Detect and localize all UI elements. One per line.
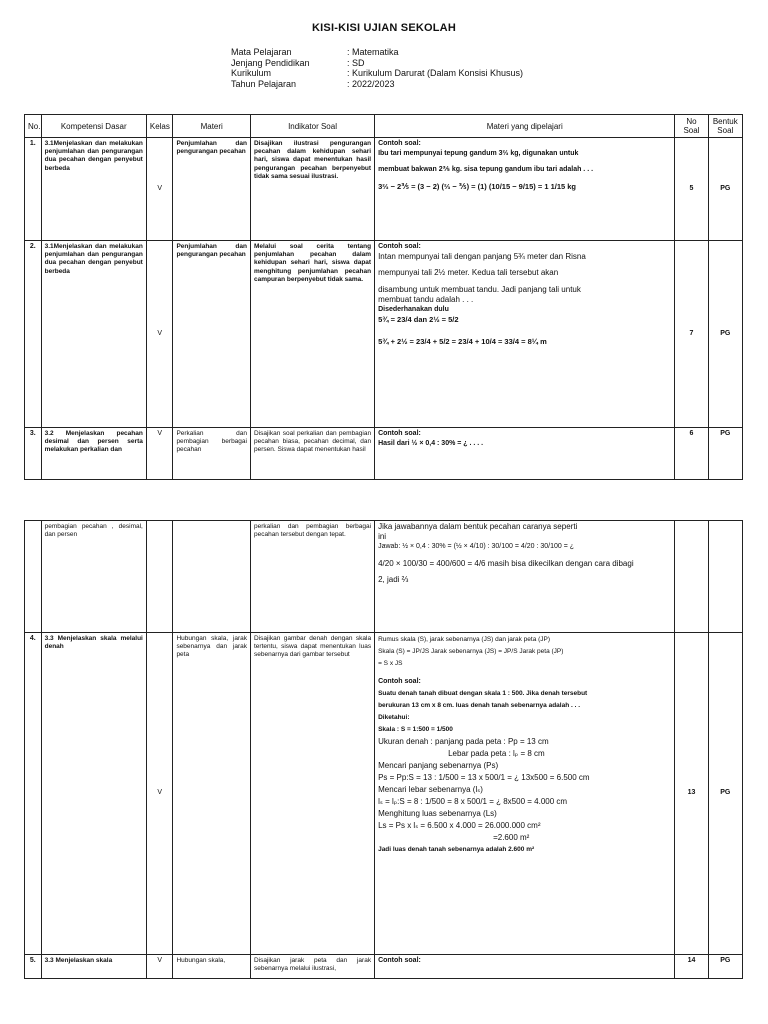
table-row [25,241,743,428]
kompetensi-dasar: pembagian pecahan , desimal, dan persen [41,521,146,633]
meta-key: Jenjang Pendidikan [231,57,310,68]
bentuk-soal: PG [708,633,742,955]
material-line: Jadi luas denah tanah sebenarnya adalah 2.600 m² [378,846,535,853]
bentuk-soal: PG [708,138,742,241]
header-materi: Materi [173,115,251,138]
material-line: Skala : S = 1:500 = 1/500 [378,726,453,733]
material-line: membuat bakwan 2⅗ kg. sisa tepung gandum ibu tari adalah . . . [378,166,594,174]
header-no-soal: No Soal [675,115,708,138]
indikator-soal: Disajikan gambar denah dengan skala tertentu, siswa dapat menentukan luas sebenarnya dari gambar tersebut [250,633,374,955]
material-line: Mencari lebar sebenarnya (lₛ) [378,785,483,794]
material-line: 4/20 × 100/30 = 400/600 = 4/6 masih bisa dikecilkan dengan cara dibagi [378,558,634,568]
kelas: V [146,241,173,428]
material-line: Disederhanakan dulu [378,306,449,314]
kompetensi-dasar: 3.3 Menjelaskan skala melalui denah [41,633,146,955]
material-line: Hasil dari ½ × 0,4 : 30% = ¿ . . . . [378,440,484,448]
meta-subject [231,47,523,58]
indikator-soal: Melalui soal cerita tentang penjumlahan pecahan dalam kehidupan sehari hari, siswa dapat menghitung penjumlahan pecahan campuran berpenyebut tidak sama. [250,241,374,428]
row-number [25,521,42,633]
kompetensi-dasar: 3.3 Menjelaskan skala [41,955,146,979]
material-line: Ukuran denah : panjang pada peta : Pp = 13 cm [378,737,549,746]
meta-year [231,79,523,90]
kompetensi-dasar: 3.2 Menjelaskan pecahan desimal dan persen serta melakukan perkalian dan [41,428,146,480]
material-line: Mencari panjang sebenarnya (Ps) [378,761,499,770]
header-kelas: Kelas [146,115,173,138]
material-line: Menghitung luas sebenarnya (Ls) [378,809,497,818]
table-row [25,633,743,955]
kelas: V [146,428,173,480]
material-line: membuat tandu adalah . . . [378,294,474,304]
bentuk-soal: PG [708,428,742,480]
material-line: Jawab: ½ × 0,4 : 30% = (½ × 4/10) : 30/100 = 4/20 : 30/100 = ¿ [378,543,575,551]
example-label: Contoh soal: [378,140,421,147]
no-soal: 14 [675,955,708,979]
material-line: Rumus skala (S), jarak sebenarnya (JS) dan jarak peta (JP) [378,636,551,643]
table-row [25,955,743,979]
material-line: =2.600 m² [493,833,530,842]
meta-value: : Matematika [347,47,399,57]
table-row [25,428,743,480]
example-label: Contoh soal: [378,678,421,685]
material-line: Lebar pada peta : lₚ = 8 cm [448,749,545,758]
material-line: 2, jadi ⅔ [378,574,409,584]
page-title: KISI-KISI UJIAN SEKOLAH [312,22,456,34]
meta-value: : Kurikulum Darurat (Dalam Konsisi Khusus) [347,68,524,78]
kelas: V [146,138,173,241]
no-soal [675,521,708,633]
material-line: Skala (S) = JP/JS Jarak sebenarnya (JS) = JP/S Jarak peta (JP) [378,648,564,655]
indikator-soal: Disajikan ilustrasi pengurangan pecahan dalam kehidupan sehari hari, siswa dapat menentukan hasil pengurangan pecahan berpenyebut tidak sama sesuai ilustrasi. [250,138,374,241]
materi-dipelajari [375,955,675,979]
table-row [25,521,743,633]
meta-level [231,58,523,69]
no-soal: 13 [675,633,708,955]
material-line: Diketahui: [378,714,410,721]
materi: Hubungan skala, [173,955,251,979]
meta-curriculum [231,68,523,79]
kompetensi-dasar: 3.1Menjelaskan dan melakukan penjumlahan dan pengurangan dua pecahan dengan penyebut berbeda [41,138,146,241]
example-label: Contoh soal: [378,243,421,250]
row-number: 3. [25,428,42,480]
header-bentuk-soal: Bentuk Soal [708,115,742,138]
header-row [25,115,743,138]
materi: Penjumlahan dan pengurangan pecahan [173,138,251,241]
materi-dipelajari [375,633,675,955]
grid-table-page-2 [24,520,743,979]
material-line: Intan mempunyai tali dengan panjang 5¾ meter dan Risna [378,252,586,262]
bentuk-soal: PG [708,955,742,979]
meta-key: Kurikulum [231,68,272,78]
material-line: Jika jawabannya dalam bentuk pecahan caranya seperti [378,522,578,531]
materi: Perkalian dan pembagian berbagai pecahan [173,428,251,480]
header-kompetensi-dasar: Kompetensi Dasar [41,115,146,138]
row-number: 1. [25,138,42,241]
material-line: berukuran 13 cm x 8 cm. luas denah tanah sebenarnya adalah . . . [378,702,581,709]
material-line: mempunyai tali 2½ meter. Kedua tali tersebut akan [378,268,559,278]
row-number: 5. [25,955,42,979]
materi-dipelajari [375,241,675,428]
material-line: 5¾ + 2½ = 23/4 + 5/2 = 23/4 + 10/4 = 33/4 = 8¼ m [378,337,547,347]
material-line: 3⅔ − 2⅗ = (3 − 2) (⅔ − ⅗) = (1) (10/15 − 9/15) = 1 1/15 kg [378,181,577,191]
material-line: = S x JS [378,660,403,667]
table-row [25,138,743,241]
meta-key: Mata Pelajaran [231,47,292,57]
kelas: V [146,633,173,955]
bentuk-soal: PG [708,241,742,428]
no-soal: 7 [675,241,708,428]
materi: Hubungan skala, jarak sebenarnya dan jarak peta [173,633,251,955]
material-line: Ls = Ps x lₛ = 6.500 x 4.000 = 26.000.000 cm² [378,821,541,830]
header-indikator-soal: Indikator Soal [250,115,374,138]
meta-value: : SD [347,57,365,68]
indikator-soal: perkalian dan pembagian berbagai pecahan tersebut dengan tepat. [250,521,374,633]
grid-table-page-1 [24,114,743,480]
row-number: 4. [25,633,42,955]
material-line: Suatu denah tanah dibuat dengan skala 1 : 500. Jika denah tersebut [378,690,588,697]
example-label: Contoh soal: [378,430,421,437]
material-line: ini [378,532,387,542]
materi [173,521,251,633]
materi: Penjumlahan dan pengurangan pecahan [173,241,251,428]
kelas: V [146,955,173,979]
materi-dipelajari [375,521,675,633]
materi-dipelajari [375,428,675,480]
materi-dipelajari [375,138,675,241]
material-line: Ibu tari mempunyai tepung gandum 3⅔ kg, digunakan untuk [378,150,579,158]
material-line: lₛ = lₚ:S = 8 : 1/500 = 8 x 500/1 = ¿ 8x500 = 4.000 cm [378,797,568,806]
meta-value: : 2022/2023 [347,78,395,89]
indikator-soal: Disajikan jarak peta dan jarak sebenarnya melalui ilustrasi, [250,955,374,979]
no-soal: 5 [675,138,708,241]
kelas [146,521,173,633]
document-meta [231,47,523,89]
example-label: Contoh soal: [378,957,421,964]
row-number: 2. [25,241,42,428]
header-materi-dipelajari: Materi yang dipelajari [375,115,675,138]
material-line: disambung untuk membuat tandu. Jadi panjang tali untuk [378,284,581,294]
indikator-soal: Disajikan soal perkalian dan pembagian pecahan biasa, pecahan decimal, dan persen. Siswa dapat menentukan hasil [250,428,374,480]
material-line: 5¾ = 23/4 dan 2½ = 5/2 [378,315,459,325]
no-soal: 6 [675,428,708,480]
bentuk-soal [708,521,742,633]
kompetensi-dasar: 3.1Menjelaskan dan melakukan penjumlahan dan pengurangan dua pecahan dengan penyebut berbeda [41,241,146,428]
material-line: Ps = Pp:S = 13 : 1/500 = 13 x 500/1 = ¿ 13x500 = 6.500 cm [378,773,590,782]
header-no: No. [25,115,42,138]
meta-key: Tahun Pelajaran [231,78,297,89]
